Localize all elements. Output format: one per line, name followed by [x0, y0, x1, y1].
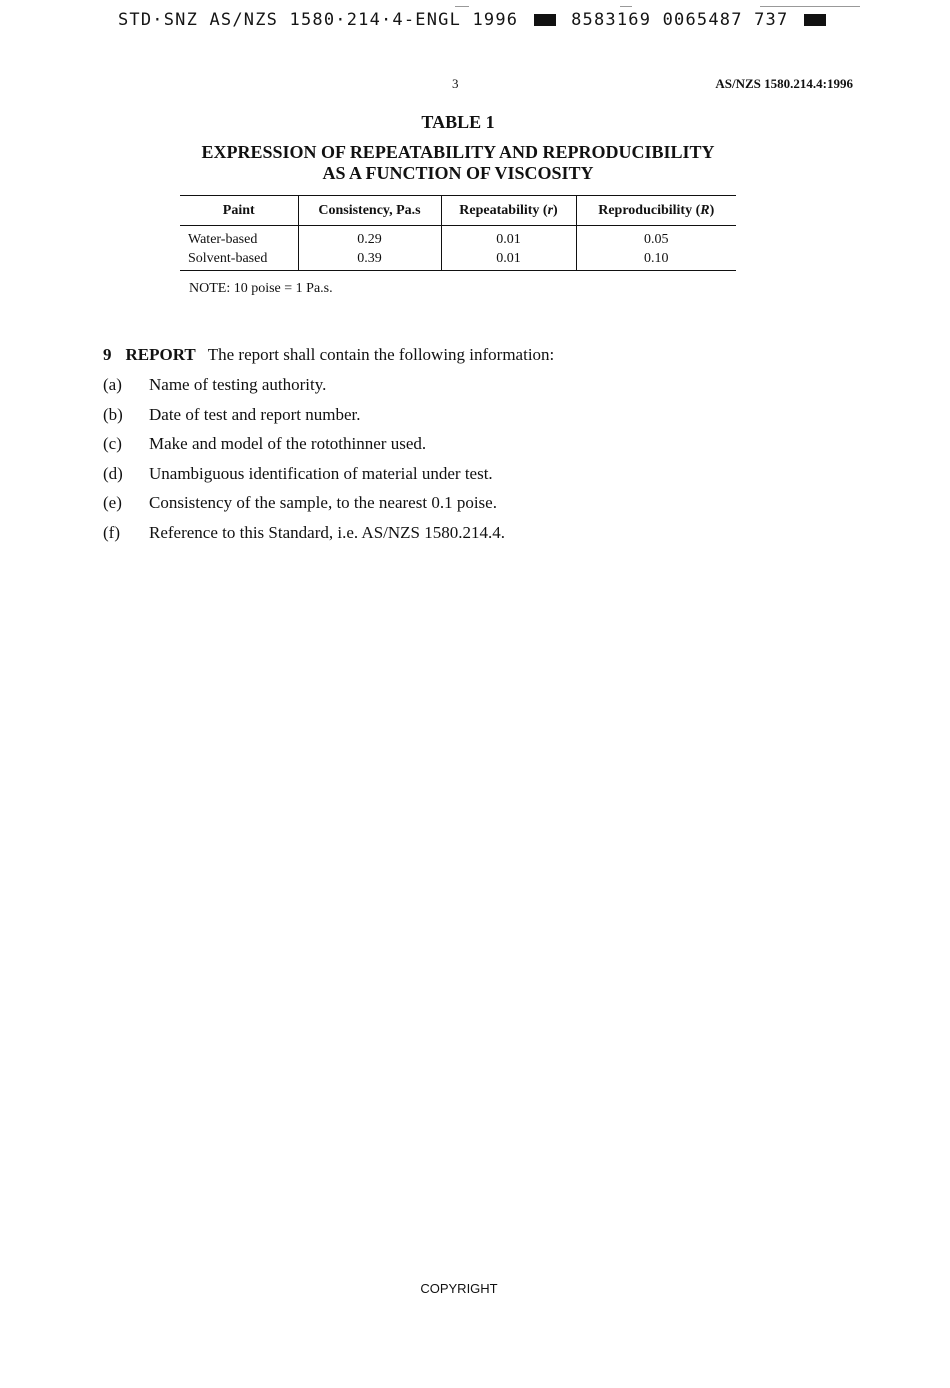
list-item-text: Consistency of the sample, to the nearest 0.1 poise. — [149, 493, 497, 513]
header-reproducibility-label: Reproducibility — [598, 202, 693, 218]
scan-header-code: 0065487 — [662, 10, 743, 30]
cell-paint: Water-based — [188, 232, 258, 247]
cell-repeatability: 0.01 — [441, 249, 576, 271]
cell-reproducibility: 0.10 — [576, 249, 736, 271]
header-reproducibility: Reproducibility (R) — [576, 196, 736, 226]
list-item — [103, 404, 554, 434]
scan-header — [118, 10, 848, 30]
table-row — [180, 226, 736, 250]
list-item-text: Reference to this Standard, i.e. AS/NZS 1580.214.4. — [149, 522, 506, 542]
cell-consistency: 0.39 — [298, 249, 441, 271]
list-item — [103, 522, 554, 552]
cell-consistency: 0.29 — [298, 226, 441, 250]
header-reproducibility-symbol: R — [700, 202, 710, 218]
list-item — [103, 433, 554, 463]
list-item-text: Date of test and report number. — [149, 404, 361, 424]
header-consistency: Consistency, Pa.s — [298, 196, 441, 226]
block-mark-icon — [804, 14, 826, 26]
list-item — [103, 374, 554, 404]
scan-artifact-line — [455, 6, 469, 7]
scan-header-code: 8583169 — [571, 10, 652, 30]
report-section — [103, 344, 554, 552]
header-repeatability-symbol: r — [547, 202, 554, 218]
scan-artifact-line — [620, 6, 632, 7]
table-title-line: EXPRESSION OF REPEATABILITY AND REPRODUCIBILITY — [201, 142, 715, 162]
list-item — [103, 463, 554, 493]
table-note: NOTE: 10 poise = 1 Pa.s. — [189, 281, 333, 296]
report-intro: The report shall contain the following information: — [207, 345, 555, 364]
list-item-text: Name of testing authority. — [149, 375, 327, 394]
list-item-label: (d) — [103, 463, 123, 483]
report-heading — [103, 344, 554, 374]
scan-artifact-line — [760, 6, 860, 7]
cell-paint: Solvent-based — [180, 249, 298, 271]
table-header-row — [180, 196, 736, 226]
footer-copyright: COPYRIGHT — [420, 1281, 498, 1296]
cell-reproducibility: 0.05 — [576, 226, 736, 250]
header-paint: Paint — [180, 196, 298, 226]
header-repeatability-label: Repeatability — [459, 202, 540, 218]
page-number: 3 — [452, 76, 459, 91]
list-item-label: (a) — [103, 375, 122, 394]
table-number: TABLE 1 — [421, 112, 495, 132]
standard-reference: AS/NZS 1580.214.4:1996 — [715, 76, 853, 91]
table-title — [0, 142, 916, 184]
clause-number: 9 — [103, 345, 112, 364]
list-item-label: (f) — [103, 522, 120, 542]
table-row — [180, 249, 736, 271]
cell-repeatability: 0.01 — [441, 226, 576, 250]
list-item-text: Make and model of the rotothinner used. — [149, 434, 427, 454]
list-item-label: (c) — [103, 434, 122, 454]
scan-header-code: 737 — [754, 10, 789, 30]
scan-header-prefix: STD·SNZ AS/NZS 1580·214·4-ENGL 1996 — [118, 10, 519, 30]
list-item-label: (e) — [103, 493, 122, 513]
list-item-label: (b) — [103, 404, 123, 424]
list-item-text: Unambiguous identification of material under test. — [149, 463, 493, 483]
list-item — [103, 492, 554, 522]
results-table — [180, 195, 736, 271]
table-title-line: AS A FUNCTION OF VISCOSITY — [322, 163, 594, 183]
clause-title: REPORT — [125, 345, 196, 364]
block-mark-icon — [534, 14, 556, 26]
header-repeatability: Repeatability (r) — [441, 196, 576, 226]
